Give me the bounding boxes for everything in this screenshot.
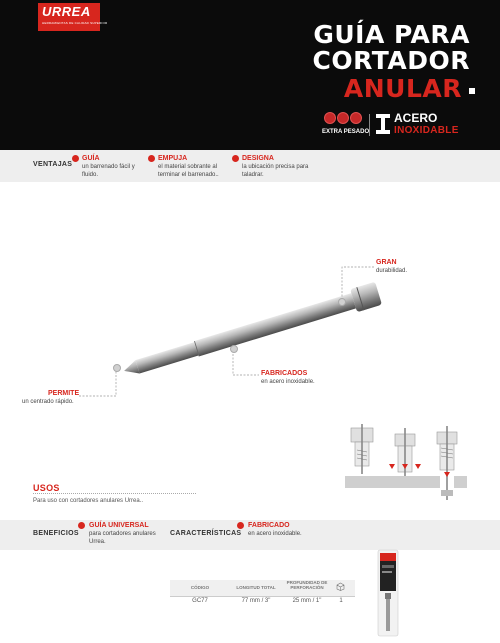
table-divider [170, 596, 355, 597]
callout-dot-icon [338, 298, 346, 306]
box-icon [336, 582, 345, 591]
ibeam-icon [376, 114, 390, 134]
caracteristica-title: FABRICADO [248, 522, 290, 529]
brand-logo: URREA [42, 4, 91, 19]
caracteristicas-label: CARACTERÍSTICAS [170, 530, 242, 537]
cell-profundidad: 25 mm / 1" [292, 598, 322, 604]
brand-tagline: HERRAMIENTAS DE CALIDAD SUPERIOR [42, 21, 108, 25]
usos-title: USOS [33, 483, 60, 493]
gran-title: GRAN [376, 259, 397, 266]
usos-divider [33, 493, 196, 494]
blade-icon [324, 112, 336, 124]
title-line-1: GUÍA PARA [313, 20, 470, 49]
beneficio-text: para cortadores anulares Urrea. [89, 531, 156, 545]
ventaja-title-2: EMPUJA [158, 155, 188, 162]
ventaja-text-2: el material sobrante al terminar el barrenado.. [158, 164, 219, 178]
badge-separator [369, 114, 370, 136]
col-header-longitud: LONGITUD TOTAL [236, 585, 276, 590]
bullet-icon [237, 522, 244, 529]
callout-dot-icon [230, 345, 238, 353]
package-image [377, 549, 399, 637]
blade-icon [337, 112, 349, 124]
col-header-codigo: CÓDIGO [190, 585, 210, 590]
blade-icon [350, 112, 362, 124]
usage-diagram [345, 420, 467, 512]
callout-dot-icon [113, 364, 121, 372]
ventaja-title-1: GUÍA [82, 155, 100, 162]
permite-text: un centrado rápido. [22, 399, 74, 405]
ventaja-title-3: DESIGNA [242, 155, 274, 162]
title-line-3: ANULAR [343, 74, 462, 103]
fabricados-title: FABRICADOS [261, 370, 308, 377]
beneficios-label: BENEFICIOS [33, 530, 79, 537]
cell-longitud: 77 mm / 3" [241, 598, 271, 604]
title-line-2: CORTADOR [312, 46, 470, 75]
material-line-2: INOXIDABLE [394, 125, 459, 136]
bullet-icon [78, 522, 85, 529]
bullet-icon [72, 155, 79, 162]
cell-cantidad: 1 [339, 598, 343, 604]
ventaja-text-1: un barrenado fácil y fluido. [82, 164, 135, 178]
permite-title: PERMITE [48, 390, 80, 397]
callout-line [338, 266, 378, 302]
bullet-icon [148, 155, 155, 162]
caracteristica-text: en acero inoxidable. [248, 531, 302, 537]
cell-codigo: GC77 [192, 598, 208, 604]
title-dot [469, 88, 475, 94]
bullet-icon [232, 155, 239, 162]
beneficio-title: GUÍA UNIVERSAL [89, 522, 149, 529]
col-header-profundidad: PROFUNDIDAD DE PERFORACIÓN [286, 580, 328, 590]
ventaja-text-3: la ubicación precisa para taladrar. [242, 164, 309, 178]
material-line-1: ACERO [394, 111, 438, 125]
usos-text: Para uso con cortadores anulares Urrea.. [33, 498, 144, 504]
fabricados-text: en acero inoxidable. [261, 379, 315, 385]
gran-text: durabilidad. [376, 268, 408, 274]
extra-pesado-label: EXTRA PESADO [322, 129, 370, 135]
ventajas-label: VENTAJAS [33, 161, 73, 168]
